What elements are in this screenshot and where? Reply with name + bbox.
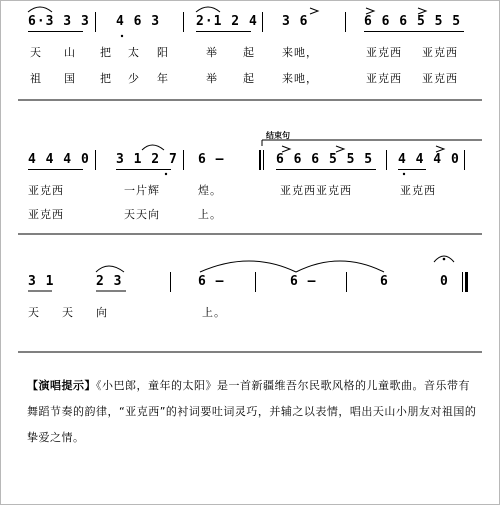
end-phrase-label: 结束句 <box>266 131 290 140</box>
accent-mark <box>366 8 374 14</box>
accent-mark <box>336 146 344 152</box>
slur <box>96 266 124 272</box>
lyric-word: 太 <box>128 46 140 59</box>
lyric-word: 少 <box>128 72 140 85</box>
tie <box>296 261 384 272</box>
lyric-word: 向 <box>96 306 108 319</box>
lyric-word: 天 <box>28 306 40 319</box>
measure-11: 3 1 <box>28 274 55 289</box>
measure-4: 3 6 <box>282 14 309 29</box>
accent-mark <box>436 146 444 152</box>
measure-10: 4 4 4 0 <box>398 152 460 167</box>
measure-8: 6 – <box>198 152 225 167</box>
lyric-word: 起 <box>243 46 255 59</box>
lyric-word: 天 <box>62 306 74 319</box>
low-octave-dot <box>121 35 123 37</box>
lyric-word: 来吔， <box>282 46 318 59</box>
measure-14b: 0 <box>440 274 449 289</box>
lyric-word: 上。 <box>198 208 222 221</box>
lyric-word: 来吔， <box>282 72 318 85</box>
measure-7: 3 1 2 7 <box>116 152 178 167</box>
tips-text: 《小巴郎，童年的太阳》是一首新疆维吾尔民歌风格的儿童歌曲。音乐带有舞蹈节奏的韵律，“亚克西”的衬词要吐词灵巧，并辅之以表情，唱出天山小朋友对祖国的挚爱之情。 <box>27 379 477 444</box>
lyric-word: 天天向 <box>124 208 160 221</box>
lyric-word: 山 <box>64 46 76 59</box>
lyric-word: 亚克西亚克西 <box>280 184 352 197</box>
lyric-word: 举 <box>206 72 218 85</box>
lyric-word: 举 <box>206 46 218 59</box>
lyric-word: 国 <box>64 72 76 85</box>
measure-1: 6·3 3 3 <box>28 14 90 29</box>
measure-14: 6 <box>380 274 389 289</box>
slur <box>142 145 164 150</box>
lyric-word: 年 <box>157 72 169 85</box>
lyric-word: 祖 <box>30 72 42 85</box>
measure-5: 6 6 6 5 5 5 <box>364 14 462 29</box>
accent-mark <box>310 8 318 14</box>
low-octave-dot <box>403 173 405 175</box>
low-octave-dot <box>165 173 167 175</box>
lyric-word: 亚克西 <box>422 72 458 85</box>
tie <box>200 261 296 272</box>
lyric-word: 起 <box>243 72 255 85</box>
accent-mark <box>418 8 426 14</box>
lyric-word: 亚克西 <box>400 184 436 197</box>
fermata-dot <box>443 258 446 261</box>
measure-11b: 2 3 <box>96 274 123 289</box>
measure-12: 6 – <box>198 274 225 289</box>
measure-9: 6 6 6 5 5 5 <box>276 152 374 167</box>
lyric-word: 亚克西 <box>366 72 402 85</box>
singing-tips <box>27 373 477 451</box>
lyric-word: 把 <box>100 46 112 59</box>
slur <box>28 7 52 12</box>
tips-label: 【演唱提示】 <box>27 379 96 392</box>
measure-3: 2·1 2 4 <box>196 14 258 29</box>
lyric-word: 把 <box>100 72 112 85</box>
lyric-word: 煌。 <box>198 184 222 197</box>
lyric-word: 亚克西 <box>28 208 64 221</box>
lyric-word: 天 <box>30 46 42 59</box>
lyric-word: 亚克西 <box>366 46 402 59</box>
lyric-word: 亚克西 <box>28 184 64 197</box>
lyric-word: 阳 <box>157 46 169 59</box>
accent-mark <box>282 146 290 152</box>
measure-6: 4 4 4 0 <box>28 152 90 167</box>
measure-2: 4 6 3 <box>116 14 161 29</box>
slur <box>196 7 220 12</box>
lyric-word: 亚克西 <box>422 46 458 59</box>
measure-13: 6 – <box>290 274 317 289</box>
lyric-word: 上。 <box>202 306 226 319</box>
lyric-word: 一片辉 <box>124 184 160 197</box>
